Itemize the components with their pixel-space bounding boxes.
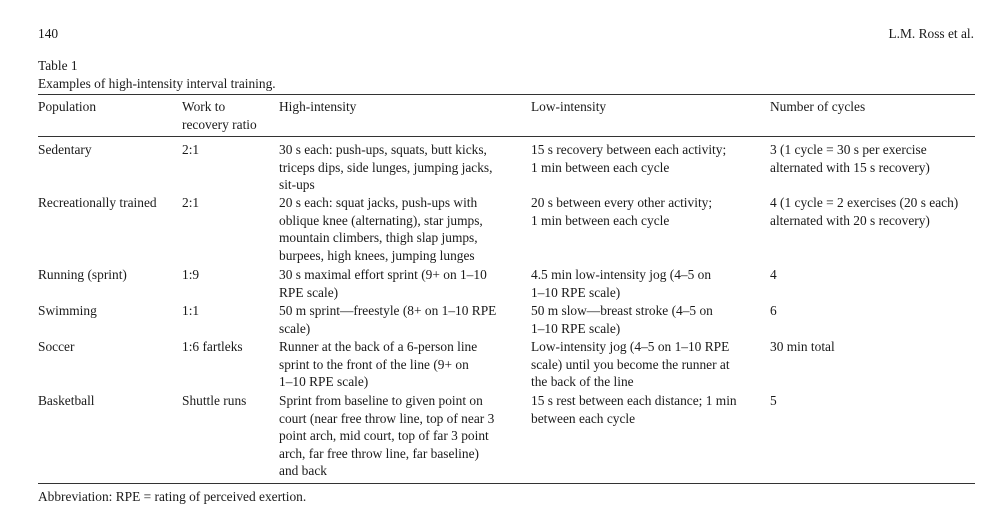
column-header-low-intensity: Low-intensity <box>531 99 607 114</box>
column-header-high-intensity: High-intensity <box>279 99 357 114</box>
table-caption: Examples of high-intensity interval training. <box>38 76 276 91</box>
cell-low-intensity: 20 s between every other activity; 1 min between each cycle <box>531 195 713 228</box>
cell-population: Swimming <box>38 303 97 318</box>
cell-cycles: 4 <box>770 267 777 282</box>
cell-cycles: 30 min total <box>770 339 835 354</box>
cell-population: Sedentary <box>38 142 92 157</box>
cell-ratio: Shuttle runs <box>182 393 247 408</box>
cell-ratio: 1:1 <box>182 303 200 318</box>
cell-low-intensity: 15 s rest between each distance; 1 min between each cycle <box>531 393 737 426</box>
table-header-rule <box>38 136 975 137</box>
cell-ratio: 2:1 <box>182 195 200 210</box>
cell-population: Soccer <box>38 339 75 354</box>
column-header-population: Population <box>38 99 97 114</box>
cell-cycles: 4 (1 cycle = 2 exercises (20 s each) alternated with 20 s recovery) <box>770 195 959 228</box>
page-number: 140 <box>38 26 59 41</box>
cell-population: Running (sprint) <box>38 267 127 282</box>
table-footnote: Abbreviation: RPE = rating of perceived exertion. <box>38 489 307 504</box>
cell-high-intensity: 20 s each: squat jacks, push-ups with oblique knee (alternating), star jumps, mountain climbers, thigh slap jumps, burpees, high knees, jumping lunges <box>279 195 483 263</box>
cell-high-intensity: 50 m sprint—freestyle (8+ on 1–10 RPE scale) <box>279 303 497 336</box>
column-header-cycles: Number of cycles <box>770 99 866 114</box>
page-header <box>38 25 974 43</box>
table-top-rule <box>38 94 975 95</box>
cell-cycles: 5 <box>770 393 777 408</box>
cell-high-intensity: 30 s maximal effort sprint (9+ on 1–10 RPE scale) <box>279 267 487 300</box>
table-label: Table 1 <box>38 58 78 73</box>
column-header-ratio: Work to recovery ratio <box>182 99 257 132</box>
cell-population: Basketball <box>38 393 95 408</box>
cell-high-intensity: 30 s each: push-ups, squats, butt kicks, triceps dips, side lunges, jumping jacks, sit-ups <box>279 142 493 193</box>
cell-ratio: 1:6 fartleks <box>182 339 243 354</box>
cell-cycles: 6 <box>770 303 777 318</box>
cell-low-intensity: Low-intensity jog (4–5 on 1–10 RPE scale) until you become the runner at the back of the line <box>531 339 730 390</box>
cell-low-intensity: 15 s recovery between each activity; 1 min between each cycle <box>531 142 727 175</box>
cell-ratio: 1:9 <box>182 267 200 282</box>
table-bottom-rule <box>38 483 975 484</box>
cell-cycles: 3 (1 cycle = 30 s per exercise alternated with 15 s recovery) <box>770 142 930 175</box>
cell-ratio: 2:1 <box>182 142 200 157</box>
cell-low-intensity: 50 m slow—breast stroke (4–5 on 1–10 RPE scale) <box>531 303 713 336</box>
cell-high-intensity: Sprint from baseline to given point on court (near free throw line, top of near 3 point arch, mid court, top of far 3 point arch, far free throw line, far baseline) and back <box>279 393 495 479</box>
cell-population: Recreationally trained <box>38 195 157 210</box>
cell-high-intensity: Runner at the back of a 6-person line sprint to the front of the line (9+ on 1–10 RPE scale) <box>279 339 478 390</box>
cell-low-intensity: 4.5 min low-intensity jog (4–5 on 1–10 RPE scale) <box>531 267 712 300</box>
running-author: L.M. Ross et al. <box>888 26 974 41</box>
